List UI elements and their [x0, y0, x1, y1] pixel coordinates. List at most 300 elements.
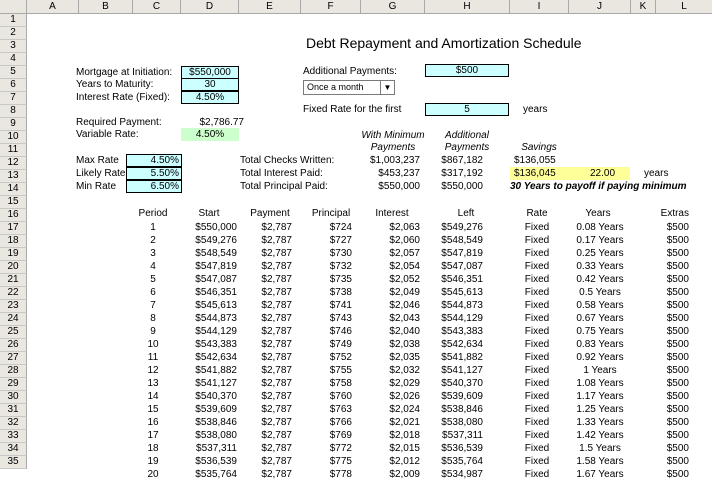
table-cell-payment: $2,787 [261, 222, 292, 233]
table-cell-period: 4 [150, 261, 156, 272]
table-cell-left: $545,613 [441, 287, 483, 298]
table-cell-extras: $500 [666, 443, 689, 454]
table-cell-payment: $2,787 [261, 391, 292, 402]
table-cell-left: $535,764 [441, 456, 483, 467]
row-header-18[interactable]: 18 [0, 235, 27, 248]
column-header-bar [0, 0, 712, 14]
table-cell-rate: Fixed [524, 365, 550, 376]
table-cell-interest: $2,024 [389, 404, 420, 415]
table-cell-extras: $500 [666, 430, 689, 441]
table-cell-payment: $2,787 [261, 300, 292, 311]
table-cell-period: 20 [147, 469, 159, 480]
table-cell-period: 9 [150, 326, 156, 337]
row-header-29[interactable]: 29 [0, 378, 27, 391]
payment-frequency-value: Once a month [307, 82, 364, 92]
table-cell-payment: $2,787 [261, 261, 292, 272]
table-cell-left: $542,634 [441, 339, 483, 350]
table-cell-extras: $500 [666, 404, 689, 415]
table-cell-extras: $500 [666, 274, 689, 285]
table-cell-years: 1.67 Years [576, 469, 624, 480]
total-checks-min: $1,003,237 [369, 155, 420, 166]
table-cell-period: 13 [147, 378, 159, 389]
table-cell-principal: $724 [329, 222, 352, 233]
table-cell-principal: $743 [329, 313, 352, 324]
variable-rate-value: 4.50% [181, 128, 239, 141]
total-checks-label: Total Checks Written: [240, 155, 335, 166]
table-cell-rate: Fixed [524, 378, 550, 389]
table-cell-extras: $500 [666, 339, 689, 350]
table-cell-interest: $2,060 [389, 235, 420, 246]
column-header-d[interactable]: D [181, 0, 239, 14]
table-cell-start: $542,634 [195, 352, 237, 363]
table-cell-interest: $2,026 [389, 391, 420, 402]
row-header-15[interactable]: 15 [0, 196, 27, 209]
variable-rate-label: Variable Rate: [76, 129, 139, 140]
table-cell-principal: $738 [329, 287, 352, 298]
row-header-8[interactable]: 8 [0, 105, 27, 118]
table-cell-period: 16 [147, 417, 159, 428]
table-row [0, 364, 712, 377]
table-cell-period: 19 [147, 456, 159, 467]
table-cell-principal: $749 [329, 339, 352, 350]
table-cell-start: $549,276 [195, 235, 237, 246]
table-cell-rate: Fixed [524, 300, 550, 311]
row-header-10[interactable]: 10 [0, 131, 27, 144]
table-cell-principal: $727 [329, 235, 352, 246]
row-header-22[interactable]: 22 [0, 287, 27, 300]
table-header-interest: Interest [375, 208, 409, 219]
table-row [0, 416, 712, 429]
table-cell-principal: $755 [329, 365, 352, 376]
table-cell-rate: Fixed [524, 222, 550, 233]
total-checks-savings: $136,055 [514, 155, 556, 166]
row-header-35[interactable]: 35 [0, 456, 27, 469]
table-cell-rate: Fixed [524, 404, 550, 415]
table-row [0, 429, 712, 442]
table-row [0, 468, 712, 481]
summary-header-savings: Savings [521, 142, 557, 153]
column-header-a[interactable]: A [27, 0, 79, 14]
row-header-3[interactable]: 3 [0, 40, 27, 53]
table-cell-start: $537,311 [196, 443, 237, 454]
column-header-i[interactable]: I [510, 0, 569, 14]
table-cell-payment: $2,787 [261, 313, 292, 324]
max-rate-input[interactable]: 4.50% [126, 154, 182, 167]
table-cell-rate: Fixed [524, 287, 550, 298]
payment-frequency-select[interactable] [303, 80, 395, 95]
fixed-years-input[interactable]: 5 [425, 103, 509, 116]
table-cell-interest: $2,052 [389, 274, 420, 285]
table-cell-rate: Fixed [524, 235, 550, 246]
summary-header-min-2: Payments [370, 142, 416, 153]
table-header-start: Start [198, 208, 220, 219]
table-row [0, 390, 712, 403]
row-header-21[interactable]: 21 [0, 274, 27, 287]
table-cell-principal: $775 [329, 456, 352, 467]
required-payment-label: Required Payment: [76, 117, 162, 128]
table-cell-start: $536,539 [195, 456, 237, 467]
likely-rate-label: Likely Rate [76, 168, 126, 179]
total-principal-add: $550,000 [441, 181, 483, 192]
row-header-2[interactable]: 2 [0, 27, 27, 40]
table-cell-left: $547,087 [441, 261, 483, 272]
table-cell-principal: $769 [329, 430, 352, 441]
table-cell-payment: $2,787 [261, 404, 292, 415]
fixed-years-unit: years [523, 104, 548, 115]
years-label: Years to Maturity: [76, 79, 154, 90]
table-cell-principal: $741 [329, 300, 352, 311]
table-cell-interest: $2,063 [389, 222, 420, 233]
table-row [0, 221, 712, 234]
table-cell-extras: $500 [666, 326, 689, 337]
table-cell-principal: $766 [329, 417, 352, 428]
table-cell-interest: $2,046 [389, 300, 420, 311]
table-row [0, 299, 712, 312]
column-header-k[interactable]: K [631, 0, 656, 14]
table-cell-payment: $2,787 [261, 339, 292, 350]
row-header-23[interactable]: 23 [0, 300, 27, 313]
table-cell-payment: $2,787 [261, 287, 292, 298]
table-cell-left: $544,129 [441, 313, 483, 324]
table-cell-principal: $732 [329, 261, 352, 272]
rate-label: Interest Rate (Fixed): [76, 92, 170, 103]
table-cell-rate: Fixed [524, 339, 550, 350]
table-cell-years: 0.42 Years [576, 274, 624, 285]
chevron-down-icon[interactable]: ▼ [380, 81, 394, 94]
table-cell-principal: $763 [329, 404, 352, 415]
years-saved: 22.00 [590, 168, 616, 179]
column-header-g[interactable]: G [361, 0, 425, 14]
table-cell-rate: Fixed [524, 456, 550, 467]
table-cell-start: $546,351 [195, 287, 237, 298]
fixed-rate-label: Fixed Rate for the first [303, 104, 402, 115]
summary-header-add-2: Payments [444, 142, 490, 153]
row-header-1[interactable]: 1 [0, 14, 27, 27]
table-cell-start: $544,873 [195, 313, 237, 324]
required-payment-value: $2,786.77 [199, 117, 244, 128]
table-cell-left: $536,539 [441, 443, 483, 454]
table-cell-period: 11 [147, 352, 159, 363]
table-cell-start: $541,882 [195, 365, 237, 376]
table-cell-interest: $2,012 [389, 456, 420, 467]
table-row [0, 338, 712, 351]
table-cell-rate: Fixed [524, 391, 550, 402]
table-cell-left: $546,351 [441, 274, 483, 285]
table-row [0, 234, 712, 247]
table-row [0, 312, 712, 325]
table-cell-interest: $2,009 [389, 469, 420, 480]
table-cell-rate: Fixed [524, 430, 550, 441]
row-header-12[interactable]: 12 [0, 157, 27, 170]
column-header-e[interactable]: E [239, 0, 301, 14]
table-header-years: Years [585, 208, 611, 219]
row-header-32[interactable]: 32 [0, 417, 27, 430]
max-rate-label: Max Rate [76, 155, 119, 166]
table-cell-rate: Fixed [524, 261, 550, 272]
table-cell-interest: $2,015 [389, 443, 420, 454]
table-cell-left: $543,383 [441, 326, 483, 337]
table-cell-principal: $772 [329, 443, 352, 454]
column-header-j[interactable]: J [569, 0, 631, 14]
table-cell-start: $539,609 [195, 404, 237, 415]
table-cell-years: 1.17 Years [576, 391, 624, 402]
table-cell-years: 0.83 Years [576, 339, 624, 350]
column-header-c[interactable]: C [133, 0, 181, 14]
table-cell-payment: $2,787 [261, 235, 292, 246]
table-cell-start: $547,819 [195, 261, 237, 272]
table-row [0, 442, 712, 455]
table-cell-period: 10 [147, 339, 159, 350]
table-cell-rate: Fixed [524, 274, 550, 285]
table-cell-extras: $500 [666, 456, 689, 467]
summary-header-min-1: With Minimum [361, 130, 425, 141]
table-cell-years: 0.58 Years [576, 300, 624, 311]
table-cell-start: $543,383 [195, 339, 237, 350]
table-cell-payment: $2,787 [261, 417, 292, 428]
table-cell-period: 1 [150, 222, 156, 233]
table-cell-years: 0.25 Years [576, 248, 624, 259]
table-cell-payment: $2,787 [261, 326, 292, 337]
table-cell-period: 2 [150, 235, 156, 246]
table-cell-extras: $500 [666, 352, 689, 363]
table-cell-period: 17 [147, 430, 159, 441]
table-row [0, 260, 712, 273]
table-cell-left: $547,819 [441, 248, 483, 259]
total-interest-savings: $136,045 [514, 168, 556, 179]
min-rate-input[interactable]: 6.50% [126, 180, 182, 193]
table-cell-start: $540,370 [195, 391, 237, 402]
row-header-13[interactable]: 13 [0, 170, 27, 183]
table-cell-rate: Fixed [524, 248, 550, 259]
years-saved-unit: years [644, 168, 669, 179]
total-interest-label: Total Interest Paid: [240, 168, 323, 179]
table-cell-rate: Fixed [524, 469, 550, 480]
total-checks-add: $867,182 [441, 155, 483, 166]
table-cell-years: 0.67 Years [576, 313, 624, 324]
table-cell-extras: $500 [666, 313, 689, 324]
table-cell-period: 12 [147, 365, 159, 376]
table-cell-rate: Fixed [524, 352, 550, 363]
row-header-14[interactable]: 14 [0, 183, 27, 196]
table-cell-extras: $500 [666, 391, 689, 402]
rate-input[interactable]: 4.50% [181, 91, 239, 104]
table-cell-left: $538,080 [441, 417, 483, 428]
table-cell-start: $548,549 [195, 248, 237, 259]
table-cell-left: $537,311 [442, 430, 483, 441]
summary-header-add-1: Additional [445, 130, 489, 141]
table-cell-interest: $2,018 [389, 430, 420, 441]
payoff-note: 30 Years to payoff if paying minimum [510, 181, 687, 192]
table-cell-extras: $500 [666, 287, 689, 298]
table-cell-start: $547,087 [195, 274, 237, 285]
table-cell-rate: Fixed [524, 417, 550, 428]
table-header-period: Period [138, 208, 168, 219]
row-header-31[interactable]: 31 [0, 404, 27, 417]
table-cell-left: $534,987 [441, 469, 483, 480]
row-header-7[interactable]: 7 [0, 92, 27, 105]
table-cell-payment: $2,787 [261, 365, 292, 376]
row-header-28[interactable]: 28 [0, 365, 27, 378]
table-header-principal: Principal [311, 208, 351, 219]
table-cell-interest: $2,021 [389, 417, 420, 428]
table-cell-years: 0.33 Years [576, 261, 624, 272]
table-cell-period: 18 [147, 443, 159, 454]
table-cell-period: 8 [150, 313, 156, 324]
table-cell-period: 15 [147, 404, 159, 415]
table-cell-left: $541,882 [441, 352, 483, 363]
table-cell-extras: $500 [666, 417, 689, 428]
table-cell-payment: $2,787 [261, 352, 292, 363]
select-all-corner[interactable] [0, 0, 27, 14]
mortgage-label: Mortgage at Initiation: [76, 67, 173, 78]
table-cell-principal: $760 [329, 391, 352, 402]
table-cell-left: $548,549 [441, 235, 483, 246]
table-cell-extras: $500 [666, 365, 689, 376]
table-cell-extras: $500 [666, 222, 689, 233]
table-cell-payment: $2,787 [261, 274, 292, 285]
table-row [0, 247, 712, 260]
table-cell-extras: $500 [666, 261, 689, 272]
column-header-b[interactable]: B [79, 0, 133, 14]
table-cell-interest: $2,049 [389, 287, 420, 298]
table-cell-left: $540,370 [441, 378, 483, 389]
table-cell-years: 1.42 Years [576, 430, 624, 441]
table-cell-left: $549,276 [441, 222, 483, 233]
table-cell-principal: $778 [329, 469, 352, 480]
table-cell-start: $550,000 [195, 222, 237, 233]
table-cell-period: 3 [150, 248, 156, 259]
row-header-24[interactable]: 24 [0, 313, 27, 326]
total-interest-min: $453,237 [378, 168, 420, 179]
table-cell-interest: $2,040 [389, 326, 420, 337]
table-cell-period: 14 [147, 391, 159, 402]
row-header-9[interactable]: 9 [0, 118, 27, 131]
table-row [0, 377, 712, 390]
table-cell-start: $538,080 [195, 430, 237, 441]
table-cell-payment: $2,787 [261, 378, 292, 389]
table-cell-extras: $500 [666, 300, 689, 311]
table-cell-years: 0.92 Years [576, 352, 624, 363]
table-cell-interest: $2,038 [389, 339, 420, 350]
table-row [0, 455, 712, 468]
table-cell-payment: $2,787 [261, 469, 292, 480]
row-header-19[interactable]: 19 [0, 248, 27, 261]
table-cell-payment: $2,787 [261, 248, 292, 259]
table-cell-principal: $735 [329, 274, 352, 285]
column-header-l[interactable]: L [656, 0, 712, 14]
likely-rate-input[interactable]: 5.50% [126, 167, 182, 180]
table-cell-left: $544,873 [441, 300, 483, 311]
table-cell-principal: $752 [329, 352, 352, 363]
table-row [0, 403, 712, 416]
row-header-27[interactable]: 27 [0, 352, 27, 365]
table-cell-principal: $746 [329, 326, 352, 337]
table-cell-rate: Fixed [524, 443, 550, 454]
min-rate-label: Min Rate [76, 181, 117, 192]
table-row [0, 273, 712, 286]
additional-payments-input[interactable]: $500 [425, 64, 509, 77]
table-cell-payment: $2,787 [261, 456, 292, 467]
table-cell-years: 0.75 Years [576, 326, 624, 337]
table-cell-period: 7 [150, 300, 156, 311]
table-cell-left: $538,846 [441, 404, 483, 415]
table-cell-start: $544,129 [195, 326, 237, 337]
table-cell-extras: $500 [666, 235, 689, 246]
table-cell-interest: $2,029 [389, 378, 420, 389]
table-cell-interest: $2,043 [389, 313, 420, 324]
table-cell-years: 1.25 Years [576, 404, 624, 415]
row-header-16[interactable]: 16 [0, 209, 27, 222]
table-header-row [0, 207, 712, 220]
mortgage-input[interactable]: $550,000 [181, 66, 239, 79]
row-header-11[interactable]: 11 [0, 144, 27, 157]
table-cell-start: $538,846 [195, 417, 237, 428]
total-principal-label: Total Principal Paid: [240, 181, 328, 192]
table-row [0, 325, 712, 338]
table-row [0, 286, 712, 299]
table-cell-extras: $500 [666, 248, 689, 259]
row-header-34[interactable]: 34 [0, 443, 27, 456]
table-header-left: Left [457, 208, 475, 219]
table-cell-years: 1 Years [583, 365, 617, 376]
table-cell-years: 1.58 Years [576, 456, 624, 467]
table-cell-years: 0.5 Years [579, 287, 621, 298]
row-header-33[interactable]: 33 [0, 430, 27, 443]
total-interest-add: $317,192 [441, 168, 483, 179]
table-cell-start: $545,613 [195, 300, 237, 311]
column-header-h[interactable]: H [425, 0, 510, 14]
savings-highlight [510, 167, 630, 180]
table-cell-extras: $500 [666, 378, 689, 389]
table-cell-interest: $2,057 [389, 248, 420, 259]
table-cell-years: 0.08 Years [576, 222, 624, 233]
table-cell-principal: $758 [329, 378, 352, 389]
total-principal-min: $550,000 [378, 181, 420, 192]
table-cell-interest: $2,035 [389, 352, 420, 363]
table-cell-payment: $2,787 [261, 430, 292, 441]
table-cell-payment: $2,787 [261, 443, 292, 454]
table-cell-years: 1.5 Years [579, 443, 621, 454]
table-cell-years: 1.33 Years [576, 417, 624, 428]
table-cell-principal: $730 [329, 248, 352, 259]
column-header-f[interactable]: F [301, 0, 361, 14]
table-cell-period: 5 [150, 274, 156, 285]
table-cell-period: 6 [150, 287, 156, 298]
row-header-5[interactable]: 5 [0, 66, 27, 79]
row-header-4[interactable]: 4 [0, 53, 27, 66]
table-cell-start: $541,127 [195, 378, 237, 389]
row-header-30[interactable]: 30 [0, 391, 27, 404]
row-header-6[interactable]: 6 [0, 79, 27, 92]
table-cell-rate: Fixed [524, 326, 550, 337]
table-header-payment: Payment [250, 208, 290, 219]
table-cell-years: 0.17 Years [576, 235, 624, 246]
table-cell-start: $535,764 [195, 469, 237, 480]
page-title: Debt Repayment and Amortization Schedule [306, 35, 582, 51]
years-input[interactable]: 30 [181, 78, 239, 91]
additional-payments-label: Additional Payments: [303, 66, 397, 77]
row-header-26[interactable]: 26 [0, 339, 27, 352]
table-cell-extras: $500 [666, 469, 689, 480]
row-header-17[interactable]: 17 [0, 222, 27, 235]
table-cell-interest: $2,054 [389, 261, 420, 272]
table-cell-left: $539,609 [441, 391, 483, 402]
row-header-25[interactable]: 25 [0, 326, 27, 339]
table-cell-left: $541,127 [441, 365, 483, 376]
table-cell-interest: $2,032 [389, 365, 420, 376]
row-header-20[interactable]: 20 [0, 261, 27, 274]
table-cell-years: 1.08 Years [576, 378, 624, 389]
